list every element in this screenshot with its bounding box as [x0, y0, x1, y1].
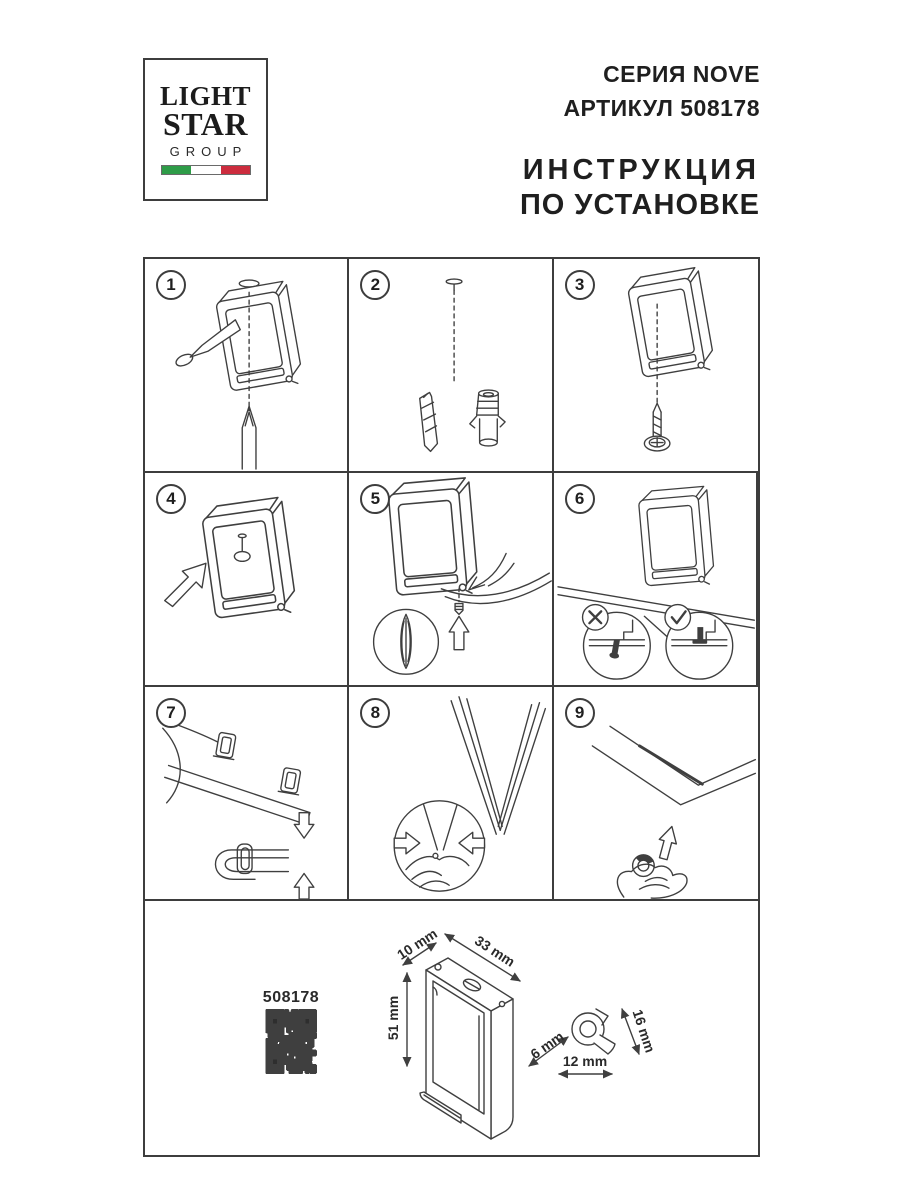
dimension-label-bracket-depth: 10 mm: [394, 925, 440, 963]
dimensions-panel: [145, 901, 758, 1155]
title-line-1: ИНСТРУКЦИЯ: [522, 154, 760, 186]
step-cell-9: [554, 687, 758, 901]
step-cell-7: [145, 687, 349, 901]
step-number-badge: 6: [565, 484, 595, 514]
step-number-badge: 9: [565, 698, 595, 728]
step-number-badge: 5: [360, 484, 390, 514]
logo-word-group: GROUP: [169, 144, 248, 160]
step-cell-4: [145, 473, 349, 687]
dimension-label-bracket-height: 51 mm: [385, 995, 401, 1041]
dimension-label-clip-width: 12 mm: [562, 1053, 608, 1069]
lightstar-logo: [143, 58, 268, 201]
step-cell-1: [145, 259, 349, 473]
step-cell-3: [554, 259, 758, 473]
dimensions-drawing: [145, 901, 762, 1155]
step-number-badge: 1: [156, 270, 186, 300]
qr-code: [267, 1011, 315, 1072]
steps-grid: [143, 257, 760, 1157]
logo-word-star: STAR: [163, 105, 248, 142]
step-cell-6: [554, 473, 758, 687]
step-cell-2: [349, 259, 553, 473]
italian-flag-icon: [161, 165, 251, 175]
step-cell-8: [349, 687, 553, 901]
article-label: АРТИКУЛ 508178: [563, 95, 760, 121]
dimension-label-clip-height: 16 mm: [629, 1007, 659, 1055]
series-label: СЕРИЯ NOVE: [603, 61, 760, 87]
step-cell-5: [349, 473, 553, 687]
header-text: [520, 57, 760, 223]
article-number: 508178: [262, 989, 320, 1006]
title-line-2: ПО УСТАНОВКЕ: [519, 189, 760, 221]
dimension-label-bracket-width: 33 mm: [472, 932, 518, 970]
step-number-badge: 2: [360, 270, 390, 300]
step-number-badge: 7: [156, 698, 186, 728]
step-number-badge: 3: [565, 270, 595, 300]
logo-word-light: LIGHT: [159, 80, 252, 111]
step-number-badge: 4: [156, 484, 186, 514]
dimension-label-clip-cable: 6 mm: [527, 1027, 567, 1063]
step-number-badge: 8: [360, 698, 390, 728]
